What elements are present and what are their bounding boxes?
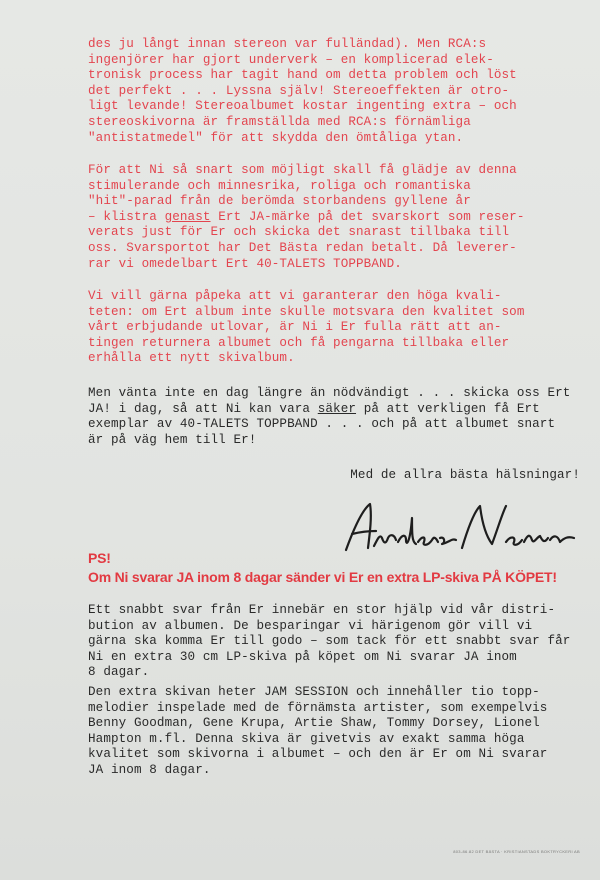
text-span: på att verkligen få Ert (356, 401, 540, 416)
text-line: "antistatmedel" för att skydda den ömtåliga ytan. (88, 130, 464, 145)
text-line: teten: om Ert album inte skulle motsvara den kvalitet som (88, 304, 525, 319)
closing-salutation: Med de allra bästa hälsningar! (350, 468, 580, 482)
text-line: bution av albumen. De besparingar vi härigenom gör vill vi (88, 618, 533, 633)
underlined-word: genast (164, 209, 211, 224)
text-line: ingenjörer har gjort underverk – en komplicerad elek- (88, 52, 494, 67)
text-line: tronisk process har tagit hand om detta problem och löst (88, 68, 517, 83)
text-line: är på väg hem till Er! (88, 432, 257, 447)
text-line: Ett snabbt svar från Er innebär en stor hjälp vid vår distri- (88, 603, 556, 617)
text-line (88, 210, 588, 226)
text-line: JA inom 8 dagar. (88, 762, 211, 777)
text-line: Hampton m.fl. Denna skiva är givetvis av exakt samma höga (88, 731, 525, 746)
text-line: exemplar av 40-TALETS TOPPBAND . . . och på att albumet snart (88, 417, 556, 432)
text-line: Ni en extra 30 cm LP-skiva på köpet om Ni svarar JA inom (88, 649, 517, 664)
text-line: rar vi omedelbart Ert 40-TALETS TOPPBAND. (88, 256, 402, 271)
underlined-word: säker (317, 401, 357, 416)
text-span: Ert JA-märke på det svarskort som reser- (210, 209, 525, 224)
postscript-heading (88, 549, 598, 587)
paragraph-fast-reply (88, 603, 588, 681)
text-line: melodier inspelade med de förnämsta artister, som exempelvis (88, 700, 548, 715)
text-line: stereoskivorna är framställda med RCA:s förnämliga (88, 114, 471, 129)
text-line: erhålla ett nytt skivalbum. (88, 351, 295, 366)
text-line: oss. Svarsportot har Det Bästa redan betalt. Då leverer- (88, 240, 517, 255)
text-line: Den extra skivan heter JAM SESSION och innehåller tio topp- (88, 685, 540, 699)
paragraph-stereo (88, 37, 588, 146)
paragraph-guarantee (88, 289, 588, 367)
text-line: kvalitet som skivorna i albumet – och den är Er om Ni svarar (88, 747, 548, 762)
text-line: 8 dagar. (88, 665, 150, 680)
ps-headline: Om Ni svarar JA inom 8 dagar sänder vi Er en extra LP-skiva PÅ KÖPET! (88, 569, 557, 585)
text-line: Vi vill gärna påpeka att vi garanterar den höga kvali- (88, 289, 502, 303)
paragraph-call-to-action (88, 386, 588, 448)
text-line (88, 402, 588, 418)
printer-imprint: 803-86.82 DET BÄSTA · KRISTIANSTADS BOKTRYCKERI AB (453, 849, 580, 854)
text-line: stimulerande och minnesrika, roliga och romantiska (88, 178, 471, 193)
text-line: des ju långt innan stereon var fulländad). Men RCA:s (88, 37, 487, 51)
paragraph-order-request (88, 163, 588, 272)
text-line: vårt erbjudande utlovar, är Ni i Er fulla rätt att an- (88, 320, 502, 335)
text-line: verats just för Er och skicka det snarast tillbaka till (88, 225, 510, 240)
text-line: tingen returnera albumet och få pengarna tillbaka eller (88, 335, 510, 350)
text-line: Men vänta inte en dag längre än nödvändigt . . . skicka oss Ert (88, 386, 571, 400)
text-span: JA! i dag, så att Ni kan vara (88, 401, 318, 416)
text-line: För att Ni så snart som möjligt skall få glädje av denna (88, 163, 517, 177)
text-line: det perfekt . . . Lyssna själv! Stereoeffekten är otro- (88, 83, 510, 98)
text-line: gärna ska komma Er till godo – som tack för ett snabbt svar får (88, 634, 571, 649)
paragraph-jam-session (88, 685, 588, 779)
ps-label: PS! (88, 550, 111, 566)
text-line: "hit"-parad från de berömda storbandens gyllene år (88, 194, 471, 209)
text-span: – klistra (88, 209, 165, 224)
text-line: Benny Goodman, Gene Krupa, Artie Shaw, Tommy Dorsey, Lionel (88, 716, 540, 731)
handwritten-signature (340, 498, 580, 554)
text-line: ligt levande! Stereoalbumet kostar ingenting extra – och (88, 99, 517, 114)
